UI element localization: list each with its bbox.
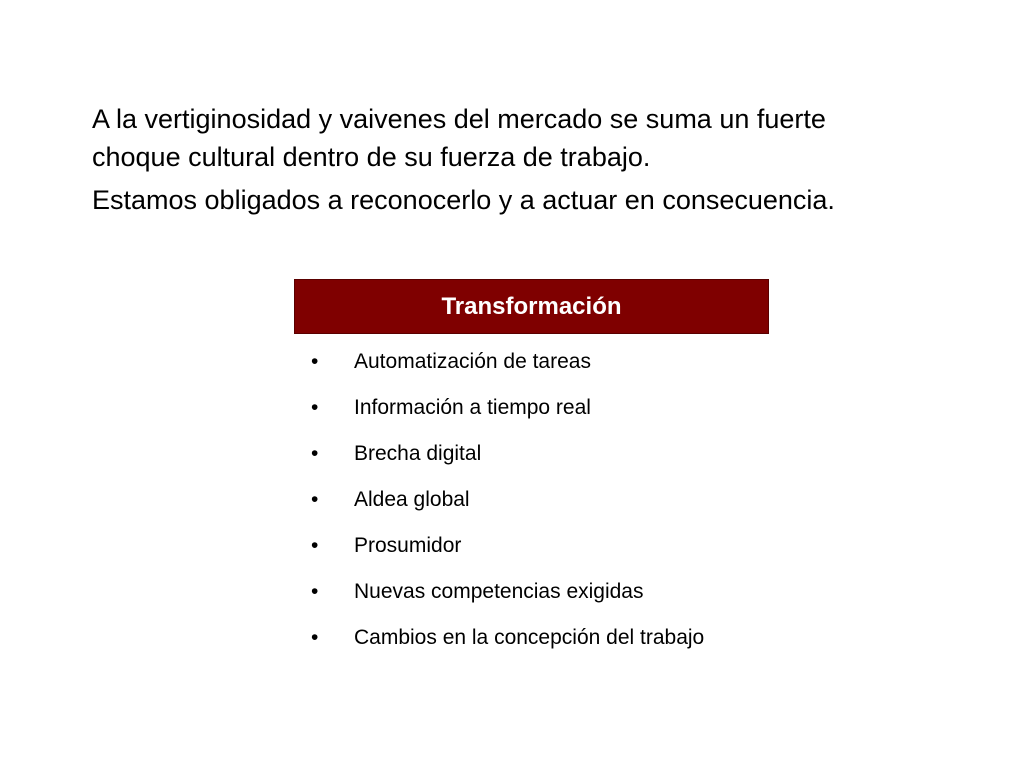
- list-item: [309, 532, 749, 560]
- bullet-icon: •: [311, 580, 319, 603]
- list-item-label: Automatización de tareas: [354, 350, 591, 373]
- bullet-icon: •: [311, 488, 319, 511]
- intro-line-3: Estamos obligados a reconocerlo y a actuar en consecuencia.: [92, 185, 835, 215]
- transformation-header: [294, 279, 769, 334]
- intro-line-2: choque cultural dentro de su fuerza de trabajo.: [92, 142, 651, 172]
- bullet-icon: •: [311, 534, 319, 557]
- list-item: [309, 348, 749, 376]
- list-item: [309, 578, 749, 606]
- transformation-list: [309, 348, 749, 670]
- list-item-label: Información a tiempo real: [354, 396, 591, 419]
- list-item-label: Prosumidor: [354, 534, 462, 557]
- list-item: [309, 624, 749, 652]
- transformation-title: Transformación: [441, 292, 622, 320]
- intro-text: [92, 100, 992, 219]
- bullet-icon: •: [311, 350, 319, 373]
- bullet-icon: •: [311, 442, 319, 465]
- list-item: [309, 440, 749, 468]
- bullet-icon: •: [311, 626, 319, 649]
- bullet-icon: •: [311, 396, 319, 419]
- list-item-label: Cambios en la concepción del trabajo: [354, 626, 705, 649]
- list-item-label: Nuevas competencias exigidas: [354, 580, 644, 603]
- list-item: [309, 486, 749, 514]
- list-item: [309, 394, 749, 422]
- list-item-label: Aldea global: [354, 488, 470, 511]
- list-item-label: Brecha digital: [354, 442, 482, 465]
- intro-line-1: A la vertiginosidad y vaivenes del mercado se suma un fuerte: [92, 104, 826, 134]
